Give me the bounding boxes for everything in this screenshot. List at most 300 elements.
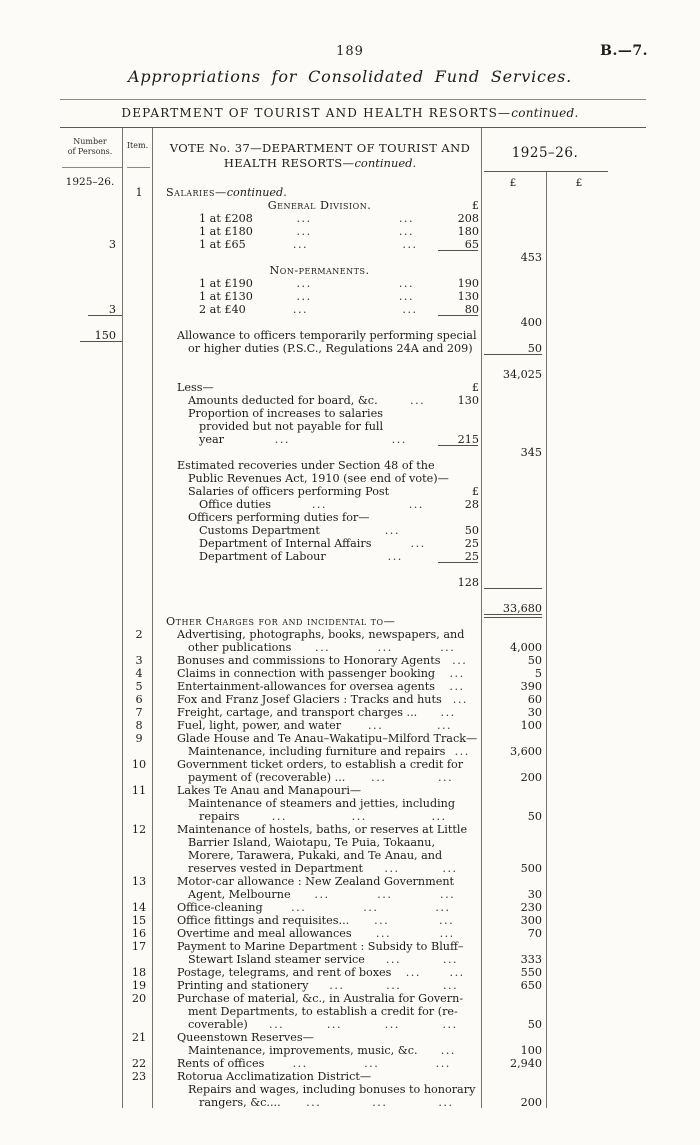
amount-col1: 70	[527, 927, 542, 940]
inner-amount: £	[471, 199, 479, 212]
persons-year-subheader: 1925–26.	[65, 176, 115, 188]
table-row	[0, 459, 700, 472]
inner-amount: 28	[464, 498, 480, 511]
leader-dots: ...	[454, 745, 470, 758]
vote-title-line1: VOTE No. 37—DEPARTMENT OF TOURIST AND	[169, 141, 471, 155]
description-cell	[160, 1044, 479, 1057]
description-cell	[160, 732, 479, 745]
table-row	[0, 992, 700, 1005]
line-text: Customs Department	[199, 524, 320, 537]
leader-dots: ...	[398, 225, 415, 238]
line-text: Maintenance of steamers and jetties, including	[188, 797, 456, 810]
leader-dots: ...	[442, 862, 458, 875]
description-cell	[160, 1096, 479, 1109]
leader-dots: ...	[442, 1018, 458, 1031]
table-row	[0, 953, 700, 966]
table-row	[0, 602, 700, 615]
line-text: Estimated recoveries under Section 48 of the	[177, 459, 435, 472]
leader-dots: ...	[292, 238, 309, 251]
table-row	[0, 355, 700, 368]
table-row	[0, 966, 700, 979]
line-text: Bonuses and commissions to Honorary Agents	[177, 654, 441, 667]
line-text: Claims in connection with passenger booking	[177, 667, 436, 680]
table-row	[0, 1057, 700, 1070]
currency-symbol-col1: £	[509, 177, 517, 189]
item-number: 17	[131, 940, 147, 953]
leader-dots: ...	[435, 901, 451, 914]
amount-col1: 50	[527, 342, 542, 355]
line-text: Advertising, photographs, books, newspapers, and	[177, 628, 465, 641]
line-text: repairs	[199, 810, 240, 823]
table-row	[0, 1018, 700, 1031]
line-text: year	[199, 433, 224, 446]
leader-dots: ...	[374, 914, 390, 927]
table-row	[0, 225, 700, 238]
item-number: 13	[131, 875, 147, 888]
leader-dots: ...	[436, 719, 453, 732]
item-number: 4	[135, 667, 143, 680]
line-text: Non-permanents.	[269, 264, 370, 277]
leader-dots: ...	[452, 654, 468, 667]
line-text: Salaries—	[166, 186, 227, 199]
table-row	[0, 784, 700, 797]
line-text: or higher duties (P.S.C., Regulations 24A and 209)	[188, 342, 473, 355]
leader-dots: ...	[271, 810, 287, 823]
leader-dots: ...	[296, 225, 312, 238]
total-rule	[484, 614, 542, 618]
amount-col1: 34,025	[502, 368, 542, 381]
table-row	[0, 797, 700, 810]
description-cell	[160, 784, 479, 797]
table-row	[0, 810, 700, 823]
line-text: 1 at £190	[199, 277, 253, 290]
table-row	[0, 745, 700, 758]
leader-dots: ...	[449, 966, 465, 979]
leader-dots: ...	[431, 810, 447, 823]
description-cell	[160, 303, 479, 316]
line-text: Public Revenues Act, 1910 (see end of vote)—	[188, 472, 449, 485]
table-row	[0, 381, 700, 394]
description-cell	[160, 901, 479, 914]
inner-amount: 180	[457, 225, 480, 238]
line-text: Other Charges for and incidental to—	[166, 615, 396, 628]
total-rule	[484, 354, 542, 355]
inner-amount: 130	[457, 290, 480, 303]
line-text: Office-cleaning	[177, 901, 263, 914]
line-text: Lakes Te Anau and Manapouri—	[177, 784, 362, 797]
item-number: 15	[131, 914, 147, 927]
description-cell	[160, 875, 479, 888]
leader-dots: ...	[384, 1018, 400, 1031]
item-number: 23	[131, 1070, 147, 1083]
description-cell	[160, 290, 479, 303]
leader-dots: ...	[402, 303, 418, 316]
inner-amount: 65	[464, 238, 479, 251]
inner-amount: 130	[457, 394, 479, 407]
line-text: 2 at £40	[199, 303, 246, 316]
line-text: Overtime and meal allowances	[177, 927, 352, 940]
leader-dots: ...	[387, 550, 403, 563]
description-cell	[160, 758, 479, 771]
line-text: Freight, cartage, and transport charges ...	[177, 706, 418, 719]
item-header-rule	[127, 167, 150, 168]
table-row	[0, 732, 700, 745]
table-row	[0, 628, 700, 641]
item-number: 12	[131, 823, 147, 836]
line-text: Officers performing duties for—	[188, 511, 370, 524]
description-cell	[160, 225, 479, 238]
leader-dots: ...	[398, 277, 415, 290]
item-number: 8	[135, 719, 143, 732]
persons-header-line1: Number	[73, 137, 107, 146]
inner-amount: 128	[457, 576, 479, 589]
item-number: 21	[131, 1031, 147, 1044]
amount-col1: 50	[527, 654, 542, 667]
line-text: Glade House and Te Anau–Wakatipu–Milford Track—	[177, 732, 478, 745]
leader-dots: ...	[363, 901, 379, 914]
line-text: Entertainment-allowances for oversea agents	[177, 680, 435, 693]
line-text: Office duties	[199, 498, 271, 511]
description-cell	[160, 979, 479, 992]
description-cell	[160, 199, 479, 212]
table-row	[0, 836, 700, 849]
table-row	[0, 1031, 700, 1044]
description-cell	[160, 628, 479, 641]
line-text: Government ticket orders, to establish a credit for	[177, 758, 464, 771]
leader-dots: ...	[442, 979, 459, 992]
table-row	[0, 277, 700, 290]
line-text: 1 at £180	[199, 225, 253, 238]
table-row	[0, 667, 700, 680]
persons-header-line2: of Persons.	[67, 146, 113, 156]
line-text: Fox and Franz Josef Glaciers : Tracks and huts	[177, 693, 442, 706]
table-row	[0, 368, 700, 381]
table-top-rule	[60, 127, 646, 128]
table-row	[0, 849, 700, 862]
currency-symbol-col2: £	[575, 177, 583, 189]
table-row	[0, 706, 700, 719]
item-number: 10	[131, 758, 147, 771]
document-title: Appropriations for Consolidated Fund Services.	[127, 67, 572, 86]
amount-col1: 500	[520, 862, 542, 875]
persons-header-rule	[62, 167, 122, 168]
leader-dots: ...	[440, 641, 456, 654]
persons-count: 150	[94, 329, 116, 342]
line-text-italic: continued.	[226, 186, 287, 199]
leader-dots: ...	[440, 1044, 456, 1057]
table-row	[0, 680, 700, 693]
line-text: Rotorua Acclimatization District—	[177, 1070, 372, 1083]
total-rule	[484, 588, 542, 589]
total-rule	[88, 315, 122, 316]
line-text: Repairs and wages, including bonuses to honorary	[188, 1083, 476, 1096]
description-cell	[160, 615, 479, 628]
table-row	[0, 758, 700, 771]
table-row	[0, 511, 700, 524]
line-text: payment of (recoverable) ...	[188, 771, 346, 784]
amount-col1: 2,940	[509, 1057, 542, 1070]
line-text: Purchase of material, &c., in Australia for Govern-	[177, 992, 464, 1005]
description-cell	[160, 550, 479, 563]
description-cell	[160, 693, 479, 706]
leader-dots: ...	[398, 290, 415, 303]
table-row	[0, 901, 700, 914]
leader-dots: ...	[329, 979, 345, 992]
amount-col1: 3,600	[509, 745, 542, 758]
persons-column-header	[58, 137, 122, 156]
amount-col1: 5	[534, 667, 542, 680]
description-cell	[160, 342, 479, 355]
table-row	[0, 641, 700, 654]
table-row	[0, 979, 700, 992]
line-text: Less—	[177, 381, 214, 394]
description-cell	[160, 836, 479, 849]
line-text: Postage, telegrams, and rent of boxes	[177, 966, 392, 979]
vote-title-line2-text: HEALTH RESORTS—	[223, 155, 355, 170]
description-cell	[160, 186, 479, 199]
description-cell	[160, 524, 479, 537]
table-row	[0, 472, 700, 485]
leader-dots: ...	[384, 862, 400, 875]
table-row	[0, 186, 700, 199]
amount-col1: 333	[520, 953, 542, 966]
item-number: 2	[135, 628, 143, 641]
leader-dots: ...	[438, 914, 455, 927]
inner-amount: £	[471, 381, 479, 394]
description-cell	[160, 771, 479, 784]
table-row	[0, 394, 700, 407]
inner-amount: 25	[464, 550, 479, 563]
inner-amount: £	[471, 485, 479, 498]
department-heading-text: DEPARTMENT OF TOURIST AND HEALTH RESORTS—	[121, 106, 512, 120]
leader-dots: ...	[410, 537, 426, 550]
page-number: 189	[336, 44, 364, 59]
line-text: Department of Internal Affairs	[199, 537, 372, 550]
leader-dots: ...	[292, 303, 309, 316]
item-column-header: Item.	[126, 141, 149, 150]
table-row	[0, 823, 700, 836]
description-cell	[160, 472, 479, 485]
description-cell	[160, 810, 479, 823]
description-cell	[160, 719, 479, 732]
table-row	[0, 1070, 700, 1083]
description-cell	[160, 745, 479, 758]
line-text: Salaries of officers performing Post	[188, 485, 390, 498]
description-cell	[160, 498, 479, 511]
leader-dots: ...	[364, 1057, 380, 1070]
item-number: 9	[135, 732, 143, 745]
table-row	[0, 875, 700, 888]
line-text: 1 at £65	[199, 238, 246, 251]
table-row	[0, 251, 700, 264]
leader-dots: ...	[442, 953, 459, 966]
description-cell	[160, 953, 479, 966]
leader-dots: ...	[269, 1018, 285, 1031]
leader-dots: ...	[435, 1057, 451, 1070]
description-cell	[160, 849, 479, 862]
description-cell	[160, 329, 479, 342]
description-cell	[160, 1057, 479, 1070]
description-cell	[160, 1031, 479, 1044]
line-text: Proportion of increases to salaries	[188, 407, 383, 420]
description-cell	[160, 511, 479, 524]
table-row	[0, 264, 700, 277]
line-text: Allowance to officers temporarily performing special	[177, 329, 477, 342]
table-body	[0, 186, 700, 1109]
year-header-rule	[484, 171, 608, 172]
item-number: 19	[131, 979, 147, 992]
leader-dots: ...	[306, 1096, 322, 1109]
leader-dots: ...	[438, 1096, 454, 1109]
table-row	[0, 719, 700, 732]
description-cell	[160, 459, 479, 472]
leader-dots: ...	[410, 394, 426, 407]
year-column-header: 1925–26.	[511, 145, 579, 161]
amount-col1: 30	[527, 706, 542, 719]
department-heading-continued: continued.	[511, 106, 579, 120]
inner-amount: 215	[457, 433, 480, 446]
amount-col1: 400	[520, 316, 542, 329]
amount-col1: 60	[527, 693, 542, 706]
total-rule	[438, 562, 478, 563]
vote-title-continued: continued.	[354, 155, 417, 170]
paper-reference: B.—7.	[600, 43, 648, 59]
line-text: Queenstown Reserves—	[177, 1031, 314, 1044]
description-cell	[160, 212, 479, 225]
persons-count: 3	[108, 303, 116, 316]
table-row	[0, 485, 700, 498]
table-row	[0, 212, 700, 225]
leader-dots: ...	[296, 290, 312, 303]
line-text: Stewart Island steamer service	[188, 953, 365, 966]
item-number: 1	[135, 186, 143, 199]
description-cell	[160, 433, 479, 446]
description-cell	[160, 394, 479, 407]
leader-dots: ...	[449, 667, 465, 680]
description-cell	[160, 381, 479, 394]
item-number: 5	[135, 680, 143, 693]
table-row	[0, 1005, 700, 1018]
line-text: 1 at £208	[199, 212, 253, 225]
table-row	[0, 407, 700, 420]
line-text: Maintenance, improvements, music, &c.	[188, 1044, 418, 1057]
line-text: Office fittings and requisites...	[177, 914, 350, 927]
line-text: rangers, &c....	[199, 1096, 281, 1109]
line-text: Printing and stationery	[177, 979, 309, 992]
description-cell	[160, 1018, 479, 1031]
inner-amount: 80	[464, 303, 479, 316]
description-cell	[160, 823, 479, 836]
table-row	[0, 199, 700, 212]
amount-col1: 550	[520, 966, 542, 979]
line-text: provided but not payable for full	[199, 420, 384, 433]
inner-amount: 50	[464, 524, 479, 537]
table-row	[0, 433, 700, 446]
table-row	[0, 615, 700, 628]
amount-col1: 345	[520, 446, 542, 459]
line-text: Department of Labour	[199, 550, 326, 563]
table-row	[0, 576, 700, 589]
leader-dots: ...	[408, 498, 424, 511]
table-row	[0, 1044, 700, 1057]
table-row	[0, 1096, 700, 1109]
amount-col1: 50	[527, 1018, 542, 1031]
description-cell	[160, 238, 479, 251]
leader-dots: ...	[384, 524, 400, 537]
item-number: 16	[131, 927, 147, 940]
line-text: General Division.	[267, 199, 372, 212]
line-text: other publications	[188, 641, 292, 654]
amount-col1: 100	[520, 719, 542, 732]
line-text: Morere, Tarawera, Pukaki, and Te Anau, and	[188, 849, 443, 862]
leader-dots: ...	[314, 888, 330, 901]
description-cell	[160, 641, 479, 654]
leader-dots: ...	[449, 680, 465, 693]
persons-count: 3	[108, 238, 116, 251]
table-row	[0, 940, 700, 953]
description-cell	[160, 927, 479, 940]
item-number: 6	[135, 693, 143, 706]
total-rule	[438, 315, 478, 316]
leader-dots: ...	[439, 927, 455, 940]
amount-col1: 300	[520, 914, 542, 927]
line-text: Agent, Melbourne	[188, 888, 291, 901]
line-text: Barrier Island, Waiotapu, Te Puia, Tokaanu,	[188, 836, 436, 849]
line-text: coverable)	[188, 1018, 248, 1031]
leader-dots: ...	[452, 693, 468, 706]
amount-col1: 453	[520, 251, 542, 264]
leader-dots: ...	[377, 641, 393, 654]
description-cell	[160, 576, 479, 589]
table-row	[0, 771, 700, 784]
description-cell	[160, 914, 479, 927]
table-row	[0, 888, 700, 901]
table-row	[0, 420, 700, 433]
leader-dots: ...	[371, 771, 387, 784]
table-row	[0, 498, 700, 511]
item-number: 20	[131, 992, 147, 1005]
table-row	[0, 550, 700, 563]
line-text: Motor-car allowance : New Zealand Government	[177, 875, 455, 888]
description-cell	[160, 1005, 479, 1018]
amount-col1: 390	[520, 680, 542, 693]
leader-dots: ...	[402, 238, 418, 251]
table-row	[0, 927, 700, 940]
leader-dots: ...	[372, 1096, 388, 1109]
description-cell	[160, 1083, 479, 1096]
line-text: Rents of offices	[177, 1057, 265, 1070]
line-text: ment Departments, to establish a credit for (re-	[188, 1005, 458, 1018]
leader-dots: ...	[386, 979, 402, 992]
table-row	[0, 290, 700, 303]
description-cell	[160, 537, 479, 550]
table-row	[0, 589, 700, 602]
leader-dots: ...	[291, 901, 307, 914]
amount-col1: 50	[527, 810, 542, 823]
leader-dots: ...	[315, 641, 331, 654]
description-cell	[160, 797, 479, 810]
leader-dots: ...	[292, 1057, 308, 1070]
line-text: Amounts deducted for board, &c.	[188, 394, 378, 407]
amount-col1: 650	[520, 979, 542, 992]
amount-col1: 100	[520, 1044, 542, 1057]
description-cell	[160, 706, 479, 719]
description-cell	[160, 667, 479, 680]
line-text: Maintenance of hostels, baths, or reserves at Little	[177, 823, 468, 836]
leader-dots: ...	[274, 433, 290, 446]
description-cell	[160, 862, 479, 875]
table-row	[0, 654, 700, 667]
